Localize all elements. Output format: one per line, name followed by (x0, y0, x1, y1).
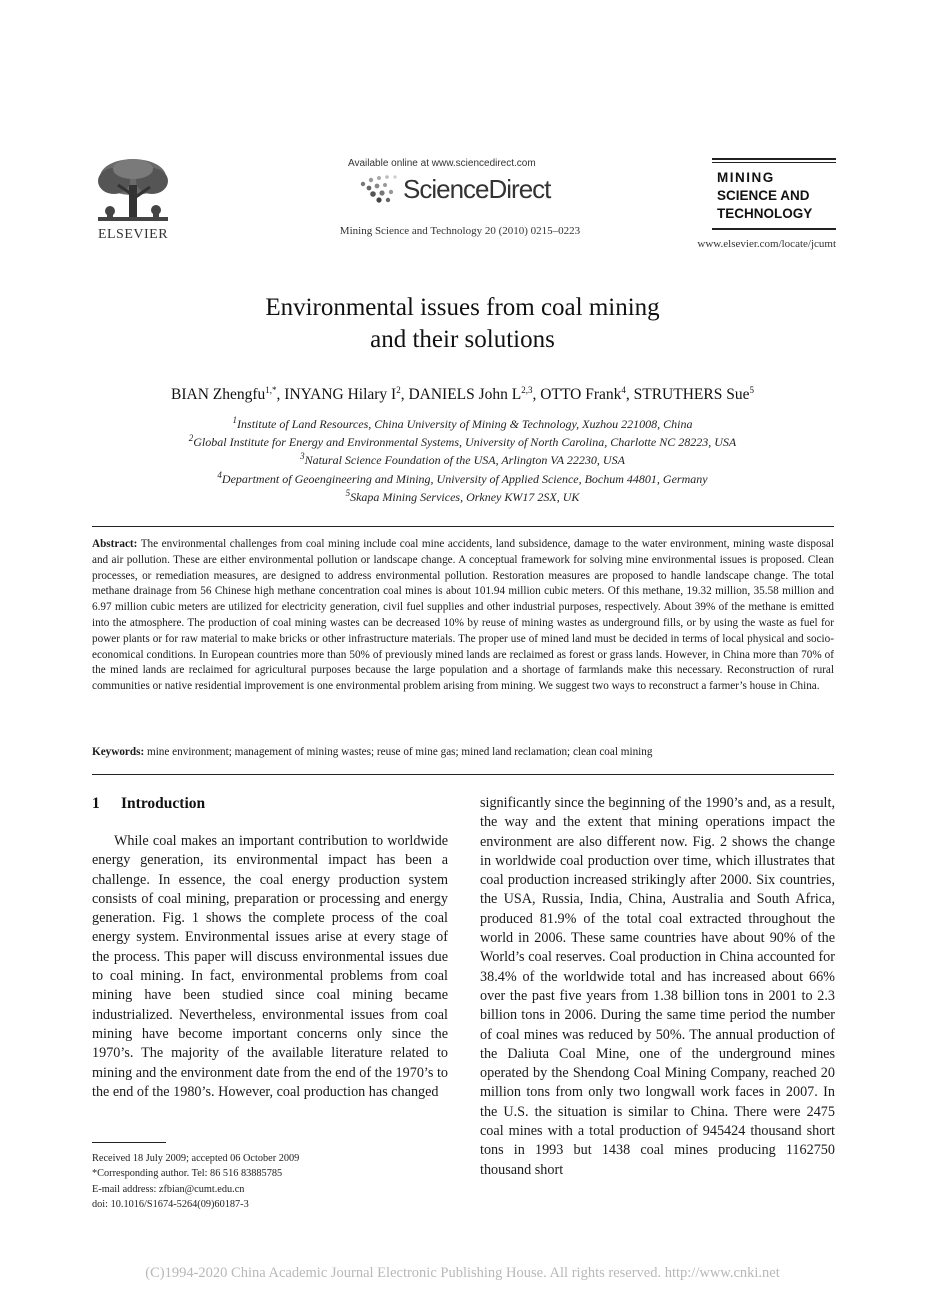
keywords-text: mine environment; management of mining wastes; reuse of mine gas; mined land reclamation; clean coal mining (144, 746, 653, 758)
journal-title-line: MINING (717, 170, 775, 185)
author-affiliation-mark: 5 (749, 384, 754, 395)
author-name: DANIELS John L (408, 386, 522, 403)
copyright-watermark: (C)1994-2020 China Academic Journal Electronic Publishing House. All rights reserved. http://www.cnki.net (145, 1265, 780, 1281)
elsevier-wordmark: ELSEVIER (97, 227, 169, 242)
author-affiliation-mark: 2,3 (521, 384, 533, 395)
abstract-text: The environmental challenges from coal mining include coal mine accidents, land subsidence, damage to the water environment, mining waste disposal and air pollution. These are either environmental pollution or landscape change. A conceptual framework for solving mine environmental issues is proposed. Clean processes, or remediation measures, are designed to address environmental pollution. Restoration measures are proposed to handle landscape change. The total methane drainage from 56 Chinese high methane concentration coal mines is about 101.94 million cubic meters. Of this methane, 19.32 million, 35.58 million and 6.97 million cubic meters are utilized for electricity generation, civil fuel supplies and other industrial purposes, respectively. About 39% of the methane is emitted into the atmosphere. The production of coal mining wastes can be decreased 10% by reuse of mining wastes as underground fills, or by using the waste as fuel for power plants or for raw material to make bricks or other infrastructure materials. The proper use of mined land must be decided in terms of local physical and socio-economical conditions. In European countries more than 50% of previously mined lands are reclaimed as forest or grass lands. However, in China more than 70% of the mined lands are reclaimed for agricultural purposes because the large population and a shortage of farmlands make this necessary. Reconstruction of rural communities or native residential improvement is one environmental problem arising from mining. We suggest two ways to reconstruct a farmer’s house in China. (92, 538, 834, 693)
sciencedirect-wordmark: ScienceDirect (403, 174, 551, 204)
journal-url-link[interactable]: www.elsevier.com/locate/jcumt (697, 238, 836, 250)
journal-title-line: SCIENCE AND (717, 188, 810, 203)
article-title (100, 292, 825, 356)
author-affiliation-mark: 4 (621, 384, 626, 395)
sciencedirect-dots-icon (357, 174, 405, 204)
doi[interactable]: doi: 10.1016/S1674-5264(09)60187-3 (92, 1199, 249, 1211)
elsevier-logo (92, 155, 174, 245)
journal-title-rule (712, 158, 836, 160)
affiliation-text: Global Institute for Energy and Environmental Systems, University of North Carolina, Charlotte NC 28223, USA (193, 435, 737, 450)
available-online-text: Available online at www.sciencedirect.com (348, 158, 536, 169)
author-name: STRUTHERS Sue (633, 386, 750, 403)
section-title: Introduction (121, 795, 206, 812)
author-separator: , (625, 386, 634, 403)
journal-title-rule (712, 162, 836, 163)
abstract-label: Abstract: (92, 538, 138, 550)
author-list (60, 386, 865, 404)
affiliation-number: 5 (345, 487, 351, 498)
affiliation-number: 1 (232, 415, 238, 425)
affiliation-text: Natural Science Foundation of the USA, Arlington VA 22230, USA (304, 453, 625, 468)
affiliation-text: Institute of Land Resources, China University of Mining & Technology, Xuzhou 221008, China (237, 417, 693, 431)
journal-title-box (712, 158, 836, 230)
affiliation (60, 415, 865, 433)
footnotes (92, 1151, 452, 1213)
journal-title-rule (712, 228, 836, 230)
elsevier-tree-icon (92, 155, 174, 227)
affiliation-number: 2 (188, 433, 194, 444)
affiliation-number: 3 (300, 451, 305, 462)
author-name: INYANG Hilary I (284, 386, 397, 403)
affiliation-text: Skapa Mining Services, Orkney KW17 2SX, UK (350, 489, 580, 504)
affiliation (60, 433, 865, 451)
author-separator: , (532, 386, 541, 403)
section-heading (92, 795, 205, 813)
sciencedirect-logo[interactable] (345, 158, 575, 218)
affiliation (60, 488, 865, 506)
keywords-label: Keywords: (92, 746, 145, 758)
author-name: BIAN Zhengfu (171, 386, 266, 403)
affiliation-number: 4 (217, 469, 222, 480)
body-left-column: While coal makes an important contribution to worldwide energy generation, its environmental impact has been a challenge. In essence, the coal energy production system consists of coal mining, preparation or processing and energy generation. Fig. 1 shows the complete process of the coal energy system. Environmental issues arise at every stage of the process. This paper will discuss environmental issues due to coal mining. In fact, environmental problems from coal mining have been studied since coal mining became industrialized. Nevertheless, environmental issues from coal mining have become important concerns only since the 1970’s. The majority of the available literature related to mining and the environment date from the end of the 1970’s to the end of the 1980’s. However, coal production has changed (92, 833, 448, 1100)
article-title-line: Environmental issues from coal mining (265, 294, 660, 321)
keywords-block (92, 745, 834, 761)
journal-citation: Mining Science and Technology 20 (2010) 0215–0223 (339, 225, 581, 237)
email-address[interactable]: E-mail address: zfbian@cumt.edu.cn (92, 1183, 245, 1195)
author-affiliation-mark: 2 (396, 384, 401, 395)
article-title-line: and their solutions (370, 326, 555, 353)
corresponding-author: *Corresponding author. Tel: 86 516 83885785 (92, 1168, 283, 1180)
abstract-bottom-rule (92, 774, 834, 775)
abstract-block (92, 537, 834, 695)
footnote-rule (92, 1142, 166, 1143)
abstract-top-rule (92, 526, 834, 527)
affiliation-list (60, 415, 865, 506)
author-separator: , (400, 386, 409, 403)
author-name: OTTO Frank (540, 386, 622, 403)
section-number: 1 (92, 795, 100, 812)
affiliation-text: Department of Geoengineering and Mining, University of Applied Science, Bochum 44801, Germany (221, 471, 708, 486)
affiliation (60, 451, 865, 469)
body-right-column: significantly since the beginning of the 1990’s and, as a result, the way and the extent that mining operations impact the environment are also different now. Fig. 2 shows the change in worldwide coal production over time, which illustrates that coal production increased strikingly after 2000. Six countries, the USA, Russia, India, China, Australia and South Africa, produced 81.9% of the total coal extracted throughout the world in 2006. These same countries have about 90% of the World’s coal reserves. Coal production in China accounted for 38.4% of the worldwide total and has increased about 66% over the past five years from 1.38 billion tons in 2001 to 2.3 billion tons in 2006. During the same time period the number of coal mines was reduced by 50%. The annual production of the Daliuta Coal Mine, one of the underground mines operated by the Shendong Coal Mining Company, reached 20 million tons from only two longwall work faces in 2007. In the U.S. the situation is similar to China. There were 2475 coal mines with a total production of 945424 thousand short tons in 1993 but 1438 coal mines producing 1162750 thousand short (480, 795, 835, 1178)
author-affiliation-mark: 1,* (265, 384, 277, 395)
journal-title-line: TECHNOLOGY (717, 206, 813, 221)
received-date: Received 18 July 2009; accepted 06 October 2009 (92, 1153, 300, 1164)
author-separator: , (276, 386, 285, 403)
affiliation (60, 470, 865, 488)
